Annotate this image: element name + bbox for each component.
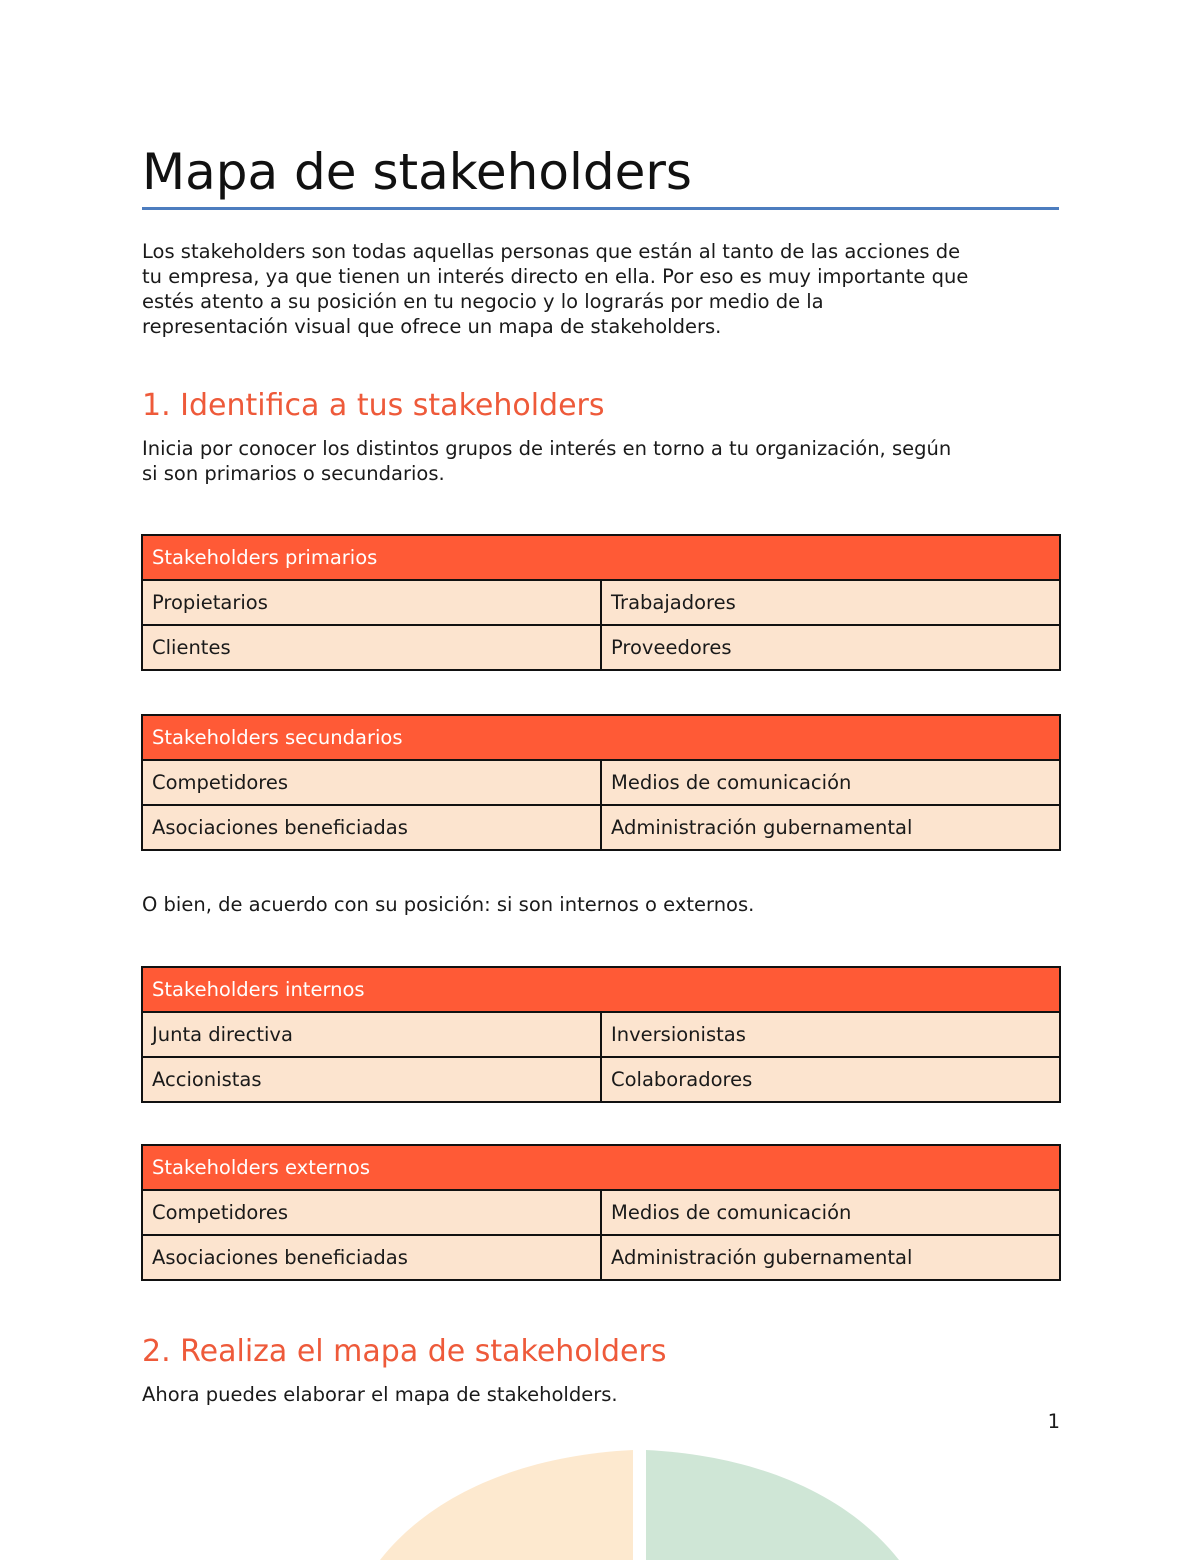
table-cell: Competidores <box>142 1190 601 1235</box>
table-row <box>142 1057 1060 1102</box>
intro-line: estés atento a su posición en tu negocio y lo lograrás por medio de la <box>142 290 824 313</box>
intro-line: representación visual que ofrece un mapa de stakeholders. <box>142 315 722 338</box>
table-cell: Asociaciones beneficiadas <box>142 1235 601 1280</box>
table-header: Stakeholders externos <box>142 1145 1060 1190</box>
table-header: Stakeholders primarios <box>142 535 1060 580</box>
title-underline <box>142 207 1059 210</box>
table-row <box>142 805 1060 850</box>
table-header: Stakeholders secundarios <box>142 715 1060 760</box>
table-cell: Medios de comunicación <box>601 1190 1060 1235</box>
table-row <box>142 625 1060 670</box>
section-2-heading: 2. Realiza el mapa de stakeholders <box>142 1334 667 1369</box>
section-1-heading: 1. Identifica a tus stakeholders <box>142 388 605 423</box>
table-row <box>142 1012 1060 1057</box>
table-cell: Accionistas <box>142 1057 601 1102</box>
table-row <box>142 1190 1060 1235</box>
intro-paragraph <box>142 239 1062 339</box>
document-title: Mapa de stakeholders <box>142 143 692 201</box>
position-text: O bien, de acuerdo con su posición: si son internos o externos. <box>142 893 755 916</box>
table-cell: Administración gubernamental <box>601 1235 1060 1280</box>
table-cell: Trabajadores <box>601 580 1060 625</box>
table-cell: Competidores <box>142 760 601 805</box>
table-row <box>142 760 1060 805</box>
table-header: Stakeholders internos <box>142 967 1060 1012</box>
section-1-line: Inicia por conocer los distintos grupos de interés en torno a tu organización, según <box>142 437 952 460</box>
map-quadrant-shape <box>380 1450 633 1560</box>
table-cell: Asociaciones beneficiadas <box>142 805 601 850</box>
stakeholders-primary-table <box>141 534 1061 671</box>
section-1-text <box>142 436 1062 486</box>
table-row <box>142 1235 1060 1280</box>
stakeholders-external-table <box>141 1144 1061 1281</box>
section-2-text: Ahora puedes elaborar el mapa de stakeholders. <box>142 1383 618 1406</box>
table-cell: Medios de comunicación <box>601 760 1060 805</box>
intro-line: Los stakeholders son todas aquellas personas que están al tanto de las acciones de <box>142 240 961 263</box>
section-1-line: si son primarios o secundarios. <box>142 462 445 485</box>
table-cell: Proveedores <box>601 625 1060 670</box>
table-cell: Propietarios <box>142 580 601 625</box>
table-row <box>142 580 1060 625</box>
table-cell: Administración gubernamental <box>601 805 1060 850</box>
stakeholder-map-left-quadrant <box>380 1450 633 1560</box>
table-cell: Clientes <box>142 625 601 670</box>
table-cell: Junta directiva <box>142 1012 601 1057</box>
map-quadrant-shape <box>646 1450 899 1560</box>
stakeholder-map-right-quadrant <box>646 1450 899 1560</box>
stakeholders-secondary-table <box>141 714 1061 851</box>
table-cell: Colaboradores <box>601 1057 1060 1102</box>
stakeholders-internal-table <box>141 966 1061 1103</box>
table-cell: Inversionistas <box>601 1012 1060 1057</box>
page-number: 1 <box>1047 1410 1060 1433</box>
intro-line: tu empresa, ya que tienen un interés directo en ella. Por eso es muy importante que <box>142 265 969 288</box>
